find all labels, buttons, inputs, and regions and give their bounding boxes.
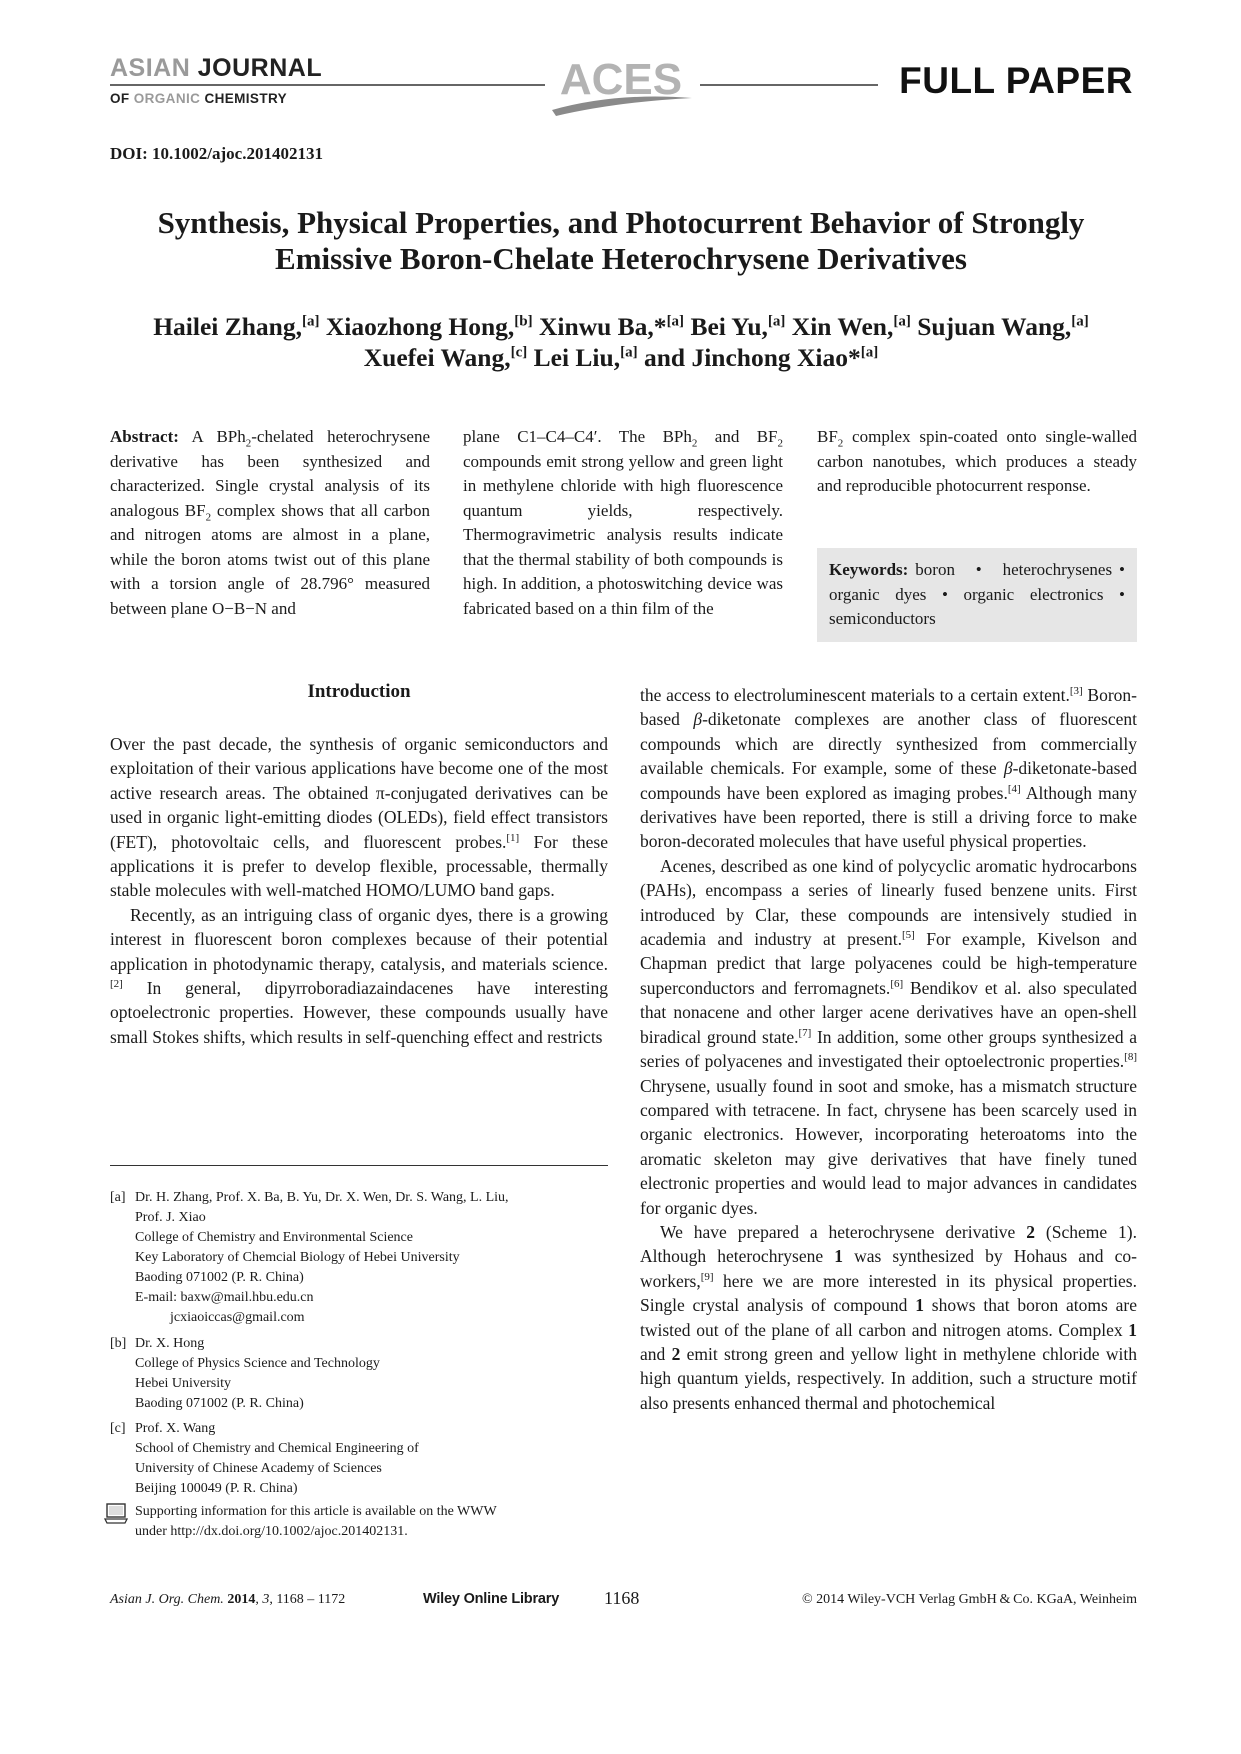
journal-name-line2 [110,92,287,106]
paragraph: Recently, as an intriguing class of organic dyes, there is a growing interest in fluorescent boron complexes because of their potential application in photodynamic therapy, catalysis, and materials science.[2] In general, dipyrroboradiazaindacenes have interesting optoelectronic properties. However, these compounds usually have small Stokes shifts, which results in self-quenching effect and restricts [110,904,608,1047]
author-list [110,311,1132,373]
publisher-link[interactable]: Wiley Online Library [423,1591,560,1607]
abstract-column-1: Abstract: A BPh$_2$-chelated heterochrysene derivative has been synthesized and characterized. Single crystal analysis of its analogous $BF_2$ complex shows that all carbon and nitrogen atoms are almost in a plane, while the boron atoms twist out of this plane with a torsion angle of 28.796° measured between plane O−B−N and [110,427,430,618]
keywords-box [817,548,1137,642]
doi: DOI: 10.1002/ajoc.201402131 [110,144,323,163]
section-heading-introduction: Introduction [307,681,411,702]
author: Xiaozhong Hong,[b] [325,312,533,341]
author: Xuefei Wang,[c] [363,343,528,372]
author: Xinwu Ba,*[a] [539,312,685,341]
author: Lei Liu,[a] [533,343,638,372]
paragraph: We have prepared a heterochrysene derivative 2 (Scheme 1). Although heterochrysene 1 was synthesized by Hohaus and co-workers,[9] here we are more interested in its physical properties. Single crystal analysis of compound 1 shows that boron atoms are twisted out of the plane of all carbon and nitrogen atoms. Complex 1 and 2 emit strong green and yellow light in methylene chloride with high quantum yields, respectively. In addition, such a structure motif also presents enhanced thermal and photochemical [640,1221,1137,1413]
supporting-info-note: Supporting information for this article is available on the WWW under http://dx.doi.org/10.1002/ajoc.201402131. [110,1502,608,1542]
author: Hailei Zhang,[a] [153,312,320,341]
abstract-column-3: $BF_2$ complex spin-coated onto single-walled carbon nanotubes, which produces a steady and reproducible photocurrent response. [817,427,1137,495]
journal-word-journal: JOURNAL [197,54,323,82]
article-title [110,205,1132,277]
paragraph: Acenes, described as one kind of polycyclic aromatic hydrocarbons (PAHs), encompass a series of linearly fused benzene units. First introduced by Clar, these compounds are intensively studied in academia and industry at present.[5] For example, Kivelson and Chapman predict that large polyacenes could be high-temperature superconductors and ferromagnets.[6] Bendikov et al. also speculated that nonacene and other larger acene derivatives have an open-shell biradical ground state.[7] In addition, some other groups synthesized a series of polyacenes and investigated their optoelectronic properties.[8] Chrysene, usually found in soot and smoke, has a mismatch structure compared with tetracene. In fact, chrysene has been scarcely used in organic electronics. However, incorporating heteroatoms into the aromatic skeleton may give derivatives that have finely tuned electronic properties and would lead to major advances in candidates for organic dyes. [640,855,1138,1218]
footnote-rule [110,1165,608,1166]
author: Bei Yu,[a] [690,312,786,341]
author: Sujuan Wang,[a] [917,312,1089,341]
header-rule-left [110,84,545,86]
affiliation-c: [c] Prof. X. Wang School of Chemistry and Chemical Engineering of University of Chinese Academy of Sciences Beijing 100049 (P. R. China) [110,1421,419,1496]
affiliation-b: [b] Dr. X. Hong College of Physics Science and Technology Hebei University Baoding 071002 (P. R. China) [110,1336,380,1411]
author: Xin Wen,[a] [791,312,911,341]
abstract-label: Abstract: [110,427,179,446]
copyright: © 2014 Wiley-VCH Verlag GmbH & Co. KGaA, Weinheim [802,1592,1137,1607]
title-line-2: Emissive Boron-Chelate Heterochrysene Derivatives [275,241,967,276]
aces-logo-text: ACES [559,55,683,104]
keywords-text: boron • heterochrysenes • organic dyes • organic electronics • semiconductors [829,560,1125,628]
journal-word-chemistry: CHEMISTRY [204,91,288,106]
title-line-1: Synthesis, Physical Properties, and Photocurrent Behavior of Strongly [157,205,1085,240]
aces-logo [546,52,696,118]
keywords-label: Keywords: [829,560,909,579]
section-label: FULL PAPER [899,60,1133,101]
paragraph: Over the past decade, the synthesis of organic semiconductors and exploitation of their various applications have become one of the most active research areas. The obtained π-conjugated derivatives can be used in organic light-emitting diodes (OLEDs), field effect transistors (FET), photovoltaic cells, and fluorescent probes.[1] For these applications it is prefer to develop flexible, processable, thermally stable molecules with well-matched HOMO/LUMO band gaps. [110,734,608,901]
author: and Jinchong Xiao*[a] [643,343,879,372]
page-number: 1168 [604,1588,640,1608]
journal-word-of: OF [110,91,130,106]
paragraph: the access to electroluminescent materials to a certain extent.[3] Boron-based β-diketonate complexes are another class of fluorescent compounds which are directly synthesized from commercially available chemicals. For example, some of these β-diketonate-based compounds have been explored as imaging probes.[4] Although many derivatives have been reported, there is still a driving force to make boron-decorated molecules that have useful physical properties. [640,685,1138,852]
header-rule-right [700,84,878,86]
abstract-column-2: plane C1–C4–C4′. The BPh$_2$ and $BF_2$ compounds emit strong yellow and green light in methylene chloride with high fluorescence quantum yields, respectively. Thermogravimetric analysis results indicate that the thermal stability of both compounds is high. In addition, a photoswitching device was fabricated based on a thin film of the [463,427,784,618]
body-column-right [640,683,1137,1415]
computer-icon [104,1503,128,1525]
page-footer [110,1590,1137,1612]
journal-word-organic: ORGANIC [133,91,201,106]
journal-word-asian: ASIAN [110,54,191,82]
journal-name-line1 [110,56,322,81]
affiliation-a: [a] Dr. H. Zhang, Prof. X. Ba, B. Yu, Dr. X. Wen, Dr. S. Wang, L. Liu, Prof. J. Xiao College of Chemistry and Environmental Science Key Laboratory of Chemcial Biology of Hebei University Baoding 071002 (P. R. China) E-mail: baxw@mail.hbu.edu.cn jcxiaoiccas@gmail.com [110,1190,509,1325]
body-column-left [110,732,608,1049]
citation: Asian J. Org. Chem. 2014, 3, 1168 – 1172 [110,1592,346,1607]
